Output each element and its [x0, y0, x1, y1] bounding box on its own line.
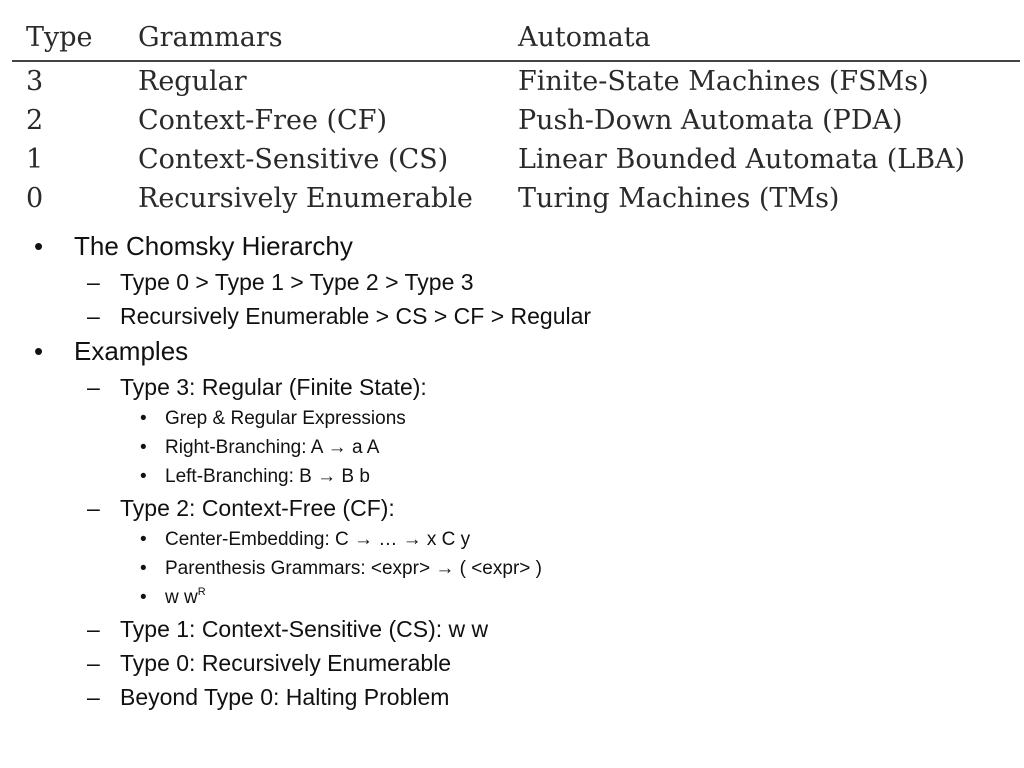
cell-grammar: Regular [138, 66, 247, 97]
example-grep [0, 404, 1024, 433]
cell-type: 0 [26, 183, 44, 214]
subbullet-type3 [0, 370, 1024, 404]
rule-rhs: B b [341, 466, 370, 487]
bullet-marker: • [140, 408, 147, 429]
example-text [165, 433, 379, 462]
rule-rhs: a A [351, 437, 380, 458]
rule-lhs: Parenthesis Grammars: <expr> [165, 558, 431, 579]
cell-type: 1 [26, 144, 44, 175]
chomsky-table [12, 18, 1020, 218]
rule-ellipsis: … [378, 529, 398, 550]
dash-marker: – [87, 303, 100, 329]
dash-marker: – [87, 495, 100, 521]
bullet-marker: • [34, 231, 44, 261]
arrow-icon: → [317, 466, 337, 487]
rule-rhs: ( <expr> ) [459, 558, 542, 579]
cell-automaton: Push-Down Automata (PDA) [518, 105, 903, 136]
dash-marker: – [87, 650, 100, 676]
example-text [165, 583, 206, 612]
subbullet-type1 [0, 612, 1024, 646]
dash-marker: – [87, 269, 100, 295]
subbullet-text: Type 1: Context-Sensitive (CS): w w [120, 616, 489, 642]
arrow-icon: → [435, 558, 455, 579]
bullet-list [0, 228, 1024, 714]
bullet-marker: • [140, 587, 147, 608]
bullet-marker: • [140, 466, 147, 487]
subbullet-text: Recursively Enumerable > CS > CF > Regular [120, 303, 592, 329]
arrow-icon: → [354, 529, 374, 550]
example-text [165, 554, 542, 583]
cell-grammar: Context-Free (CF) [138, 105, 387, 136]
arrow-icon: → [402, 529, 422, 550]
subbullet-name-order [0, 299, 1024, 333]
table-row [12, 179, 1020, 218]
subbullet-text: Type 3: Regular (Finite State): [120, 374, 427, 400]
example-parenthesis-grammars [0, 554, 1024, 583]
subbullet-type-order [0, 265, 1024, 299]
wwr-superscript: R [197, 586, 206, 598]
dash-marker: – [87, 374, 100, 400]
cell-grammar: Recursively Enumerable [138, 183, 473, 214]
bullet-marker: • [140, 529, 147, 550]
subbullet-text: Type 2: Context-Free (CF): [120, 495, 395, 521]
table-row [12, 101, 1020, 140]
cell-type: 3 [26, 66, 44, 97]
table-header-row [12, 18, 1020, 60]
header-type: Type [26, 22, 93, 53]
bullet-text: Examples [74, 336, 189, 366]
subbullet-type2 [0, 491, 1024, 525]
example-left-branching [0, 462, 1024, 491]
rule-rhs: x C y [426, 529, 471, 550]
table-row [12, 62, 1020, 101]
bullet-marker: • [34, 336, 44, 366]
rule-lhs: Center-Embedding: C [165, 529, 349, 550]
wwr-base: w w [165, 587, 198, 608]
bullet-marker: • [140, 437, 147, 458]
header-grammars: Grammars [138, 22, 283, 53]
bullet-text: The Chomsky Hierarchy [74, 231, 353, 261]
subbullet-type0 [0, 646, 1024, 680]
rule-lhs: Right-Branching: A [165, 437, 323, 458]
example-right-branching [0, 433, 1024, 462]
subbullet-beyond-type0 [0, 680, 1024, 714]
cell-type: 2 [26, 105, 44, 136]
arrow-icon: → [327, 437, 347, 458]
cell-grammar: Context-Sensitive (CS) [138, 144, 449, 175]
cell-automaton: Finite-State Machines (FSMs) [518, 66, 929, 97]
example-center-embedding [0, 525, 1024, 554]
bullet-examples [0, 333, 1024, 370]
subbullet-text: Type 0 > Type 1 > Type 2 > Type 3 [120, 269, 474, 295]
cell-automaton: Linear Bounded Automata (LBA) [518, 144, 966, 175]
bullet-marker: • [140, 558, 147, 579]
bullet-chomsky-hierarchy [0, 228, 1024, 265]
example-text [165, 462, 370, 491]
cell-automaton: Turing Machines (TMs) [518, 183, 840, 214]
example-text: Grep & Regular Expressions [165, 408, 406, 429]
example-w-wr [0, 583, 1024, 612]
dash-marker: – [87, 616, 100, 642]
rule-lhs: Left-Branching: B [165, 466, 312, 487]
subbullet-text: Beyond Type 0: Halting Problem [120, 684, 450, 710]
dash-marker: – [87, 684, 100, 710]
header-automata: Automata [518, 22, 651, 53]
subbullet-text: Type 0: Recursively Enumerable [120, 650, 452, 676]
table-row [12, 140, 1020, 179]
example-text [165, 525, 470, 554]
